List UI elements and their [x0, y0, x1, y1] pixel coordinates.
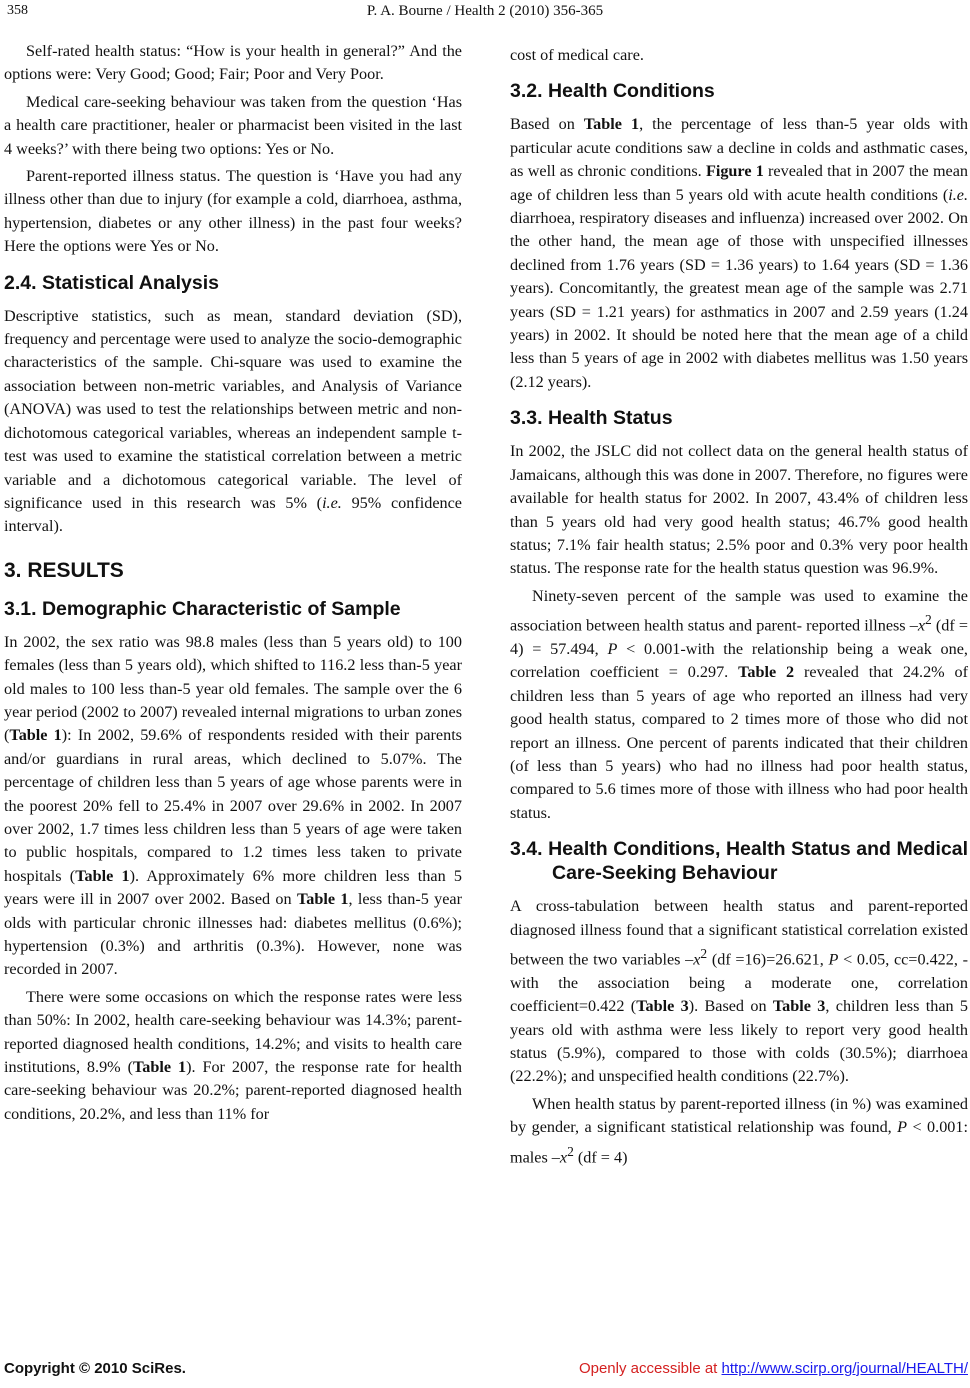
text: (df =16)=26.621, [707, 950, 829, 969]
right-column [510, 44, 968, 1173]
page-number: 358 [7, 3, 28, 18]
chi-x: x [917, 616, 925, 635]
paragraph-self-rated-health: Self-rated health status: “How is your health in general?” And the options were: Very Good; Good; Fair; Poor and Very Poor. [4, 42, 462, 84]
heading-health-conditions: 3.2. Health Conditions [510, 80, 715, 103]
journal-link[interactable]: http://www.scirp.org/journal/HEALTH/ [721, 1360, 968, 1377]
heading-statistical-analysis: 2.4. Statistical Analysis [4, 271, 219, 294]
left-column [4, 40, 462, 1130]
chi-x: x [693, 950, 701, 969]
text: When health status by parent-reported illness (in %) was examined by gender, a significant statistical relationship was found, [510, 1094, 968, 1137]
italic-p: P [897, 1118, 908, 1137]
heading-results: 3. RESULTS [4, 558, 124, 582]
heading-health-status: 3.3. Health Status [510, 407, 673, 430]
text: ). Based on [688, 997, 773, 1016]
text: Descriptive statistics, such as mean, standard deviation (SD), frequency and percentage were used to analyze the socio-demographic characteristics of the sample. Chi-square was used to examine the association between non-metric variables, and Analysis of Variance (ANOVA) was used to test the relationships between metric and non-dichotomous categorical variables, whereas an independent sample t-test was used to examine the statistical correlation between a metric variable and a dichotomous categorical variable. The level of significance used in this research was 5% ( [4, 306, 462, 512]
text: ). For 2007, the response rate for health care-seeking behaviour was 20.2%; parent-reported diagnosed health conditions, 20.2%, and less than 11% for [4, 1058, 462, 1123]
text: , less than-5 year olds with particular chronic illnesses had: diabetes mellitus (0.6%); hypertension (0.3%) and arthritis (0.3%). However, none was recorded in 2007. [4, 890, 462, 979]
text: ). Approximately 6% more children less than 5 years were ill in 2007 over 2002. Based on [4, 866, 463, 909]
paragraph-statistical-analysis [4, 305, 462, 539]
superscript: 2 [567, 1143, 574, 1159]
running-head: P. A. Bourne / Health 2 (2010) 356-365 [366, 3, 604, 19]
text: In 2002, the sex ratio was 98.8 males (less than 5 years old) to 100 females (less than 5 years old), which shifted to 116.2 less than-5 year old males to 100 less than-5 year old females. The sample over the 6 year period (2002 to 2007) revealed internal migrations to urban zones ( [4, 632, 462, 745]
text: , the percentage of less than-5 year olds with particular acute conditions saw a decline in colds and asthmatic cases, as well as chronic conditions. [510, 115, 969, 181]
paragraph-health-conditions [510, 113, 968, 394]
open-access-note [579, 1360, 968, 1377]
text: (df = 4) [573, 1148, 628, 1167]
text: revealed that in 2007 the mean age of children less than 5 years old with acute health conditions ( [510, 162, 969, 204]
text: (df = 4) = 57.494, [510, 616, 968, 658]
table-ref: Table 3 [636, 997, 689, 1016]
table-ref: Table 2 [738, 663, 795, 682]
paragraph-health-status: In 2002, the JSLC did not collect data on the general health status of Jamaicans, although this was done in 2007. Therefore, no figures were available for health status for 2002. In 2007, 43.4% of children less than 5 years old had very good health status; 46.7% good health status; 7.1% fair health status; 2.5% poor and 0.3% very poor health status. The response rate for the health status question was 96.9%. [510, 442, 968, 578]
heading-conditions-status-seeking: 3.4. Health Conditions, Health Status and Medical Care-Seeking Behaviour [510, 838, 968, 885]
figure-ref: Figure 1 [705, 162, 764, 181]
table-ref: Table 1 [75, 866, 130, 885]
paragraph-association [510, 585, 968, 825]
paragraph-parent-reported-illness: Parent-reported illness status. The question is ‘Have you had any illness other than due to injury (for example a cold, diarrhoea, asthma, hypertension, diabetes or any other illness) in the past four weeks? Here the options were Yes or No. [4, 167, 462, 256]
text: revealed that 24.2% of children less than 5 years of age who reported an illness had very good health status, compared to 2 times more of those who did not report an illness. One percent of parents indicated that their children (of less than 5 years) who had no illness had poor health status, compared to 5.6 times more of those with illness who had poor health status. [510, 663, 969, 822]
chi-x: x [559, 1148, 568, 1167]
paragraph-cross-tabulation [510, 895, 968, 1089]
text: < 0.001: males – [510, 1118, 968, 1167]
paragraph-continuation: cost of medical care. [510, 46, 644, 64]
table-ref: Table 3 [772, 997, 826, 1016]
text: Ninety-seven percent of the sample was used to examine the association between health status and parent- reported illness – [510, 586, 968, 635]
superscript: 2 [700, 945, 708, 961]
table-ref: Table 1 [296, 890, 349, 909]
italic-ie: i.e. [948, 185, 968, 204]
paragraph-gender [510, 1093, 968, 1170]
italic-p: P [828, 950, 839, 969]
text: A cross-tabulation between health status and parent-reported diagnosed illness found that a significant statistical correlation existed between the two variables – [510, 897, 968, 969]
text: < 0.05, cc=0.422, -with the association being a moderate one, correlation coefficient=0.422 ( [510, 950, 968, 1016]
access-text: Openly accessible at [578, 1360, 722, 1377]
copyright: Copyright © 2010 SciRes. [4, 1360, 186, 1377]
paragraph-care-seeking: Medical care-seeking behaviour was taken from the question ‘Has a health care practitioner, healer or pharmacist been visited in the last 4 weeks?’ with there being two options: Yes or No. [4, 92, 462, 158]
text: There were some occasions on which the response rates were less than 50%: In 2002, health care-seeking behaviour was 14.3%; parent-reported diagnosed health conditions, 14.2%; and visits to health care institutions, 8.9% ( [4, 987, 462, 1077]
superscript: 2 [925, 612, 932, 628]
text: diarrhoea, respiratory diseases and influenza) increased over 2002. On the other hand, the mean age of those with unspecified illnesses declined from 1.76 years (SD = 1.36 years) to 1.64 years (SD = 1.36 years). Concomitantly, the greatest mean age of the sample was 2.71 years (SD = 1.21 years) for asthmatics in 2007 and 2.59 years (1.24 years) in 2002. It should be noted here that the mean age of a child less than 5 years of age in 2002 with diabetes mellitus was 1.50 years (2.12 years). [510, 209, 968, 391]
text: < 0.001-with the relationship being a weak one, correlation coefficient = 0.297. [510, 639, 968, 682]
text: ): In 2002, 59.6% of respondents resided with their parents and/or guardians in rural areas, which declined to 5.07%. The percentage of children less than 5 years of age whose parents were in the poorest 20% fell to 25.4% in 2007 over 29.6% in 2002. In 2007 over 2002, 1.7 times less children less than 5 years of age were taken to public hospitals, compared to 1.2 times less taken to private hospitals ( [4, 726, 462, 885]
table-ref: Table 1 [583, 115, 640, 134]
text: 95% confidence interval). [4, 493, 462, 536]
table-ref: Table 1 [9, 726, 62, 745]
paragraph-response-rates [4, 986, 462, 1126]
heading-demographic: 3.1. Demographic Characteristic of Sample [4, 597, 401, 620]
paragraph-demographic [4, 631, 462, 982]
text: , children less than 5 years old with asthma were less likely to report very good health status (5.9%), compared to those with colds (30.5%); diarrhoea (22.2%); and unspecified health conditions (22.7%). [510, 997, 969, 1086]
text: Based on [510, 115, 584, 134]
italic-ie: i.e. [322, 493, 342, 512]
italic-p: P [607, 639, 618, 658]
table-ref: Table 1 [132, 1058, 187, 1077]
